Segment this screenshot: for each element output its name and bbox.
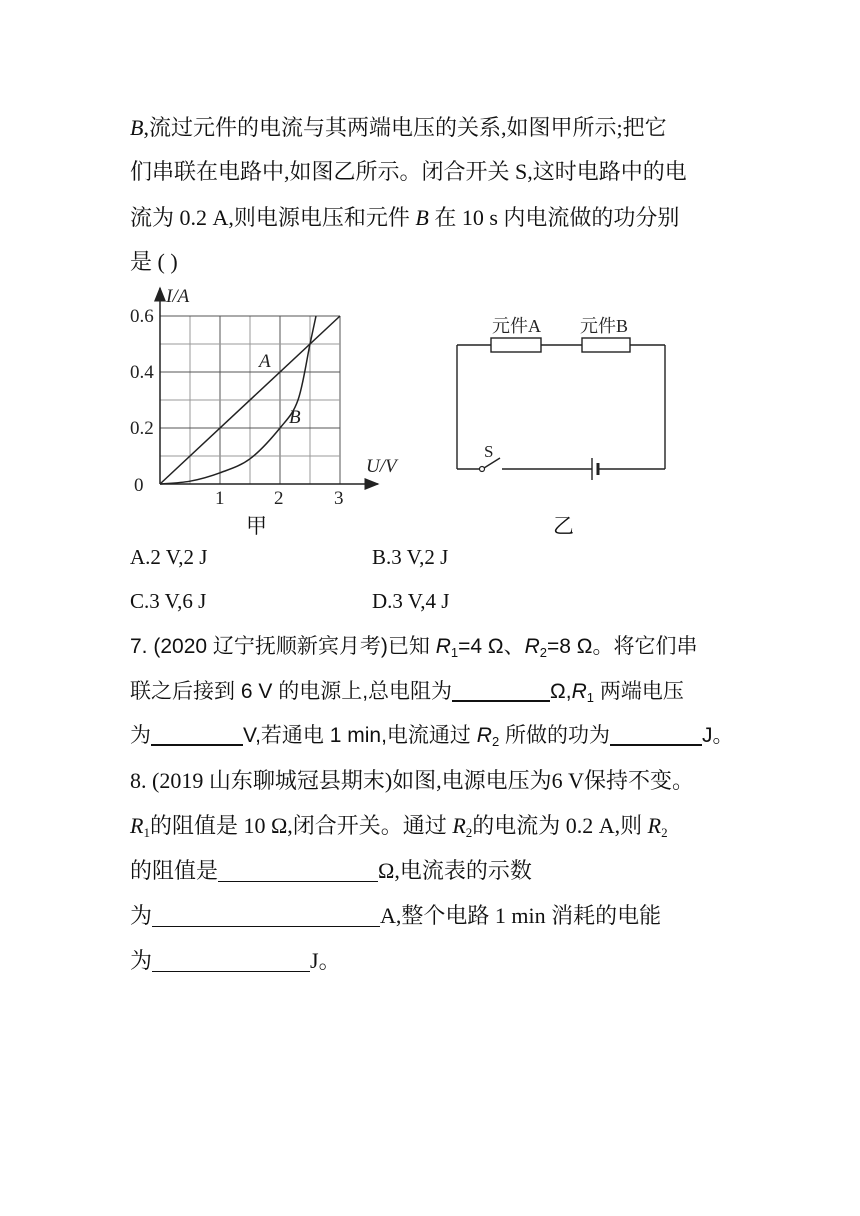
q7-voltage-blank[interactable] xyxy=(151,722,243,746)
curve-b-label: B xyxy=(289,407,301,428)
q8-line-1: 8. (2019 山东聊城冠县期末)如图,电源电压为6 V保持不变。 xyxy=(130,768,695,793)
q7-total-resistance-blank[interactable] xyxy=(452,678,550,702)
q8-line-5: 为 J。 xyxy=(130,948,341,973)
y-axis-label: I/A xyxy=(166,286,190,307)
q8-resistance-blank[interactable] xyxy=(218,859,378,882)
option-d: D.3 V,4 J xyxy=(372,589,450,613)
q6-line-2: 们串联在电路中,如图乙所示。闭合开关 S,这时电路中的电 xyxy=(130,159,687,184)
option-c: C.3 V,6 J xyxy=(130,589,207,613)
x-tick-1: 1 xyxy=(215,488,225,509)
y-tick-0-2: 0.2 xyxy=(130,418,154,439)
switch-pivot xyxy=(480,467,485,472)
q7-work-blank[interactable] xyxy=(610,722,702,746)
figure-jia-graph xyxy=(125,282,405,532)
q8-line-3: 的阻值是 Ω,电流表的示数 xyxy=(130,858,532,883)
figure-yi-circuit xyxy=(440,300,680,500)
q7-line-1: 7. (2020 辽宁抚顺新宾月考)已知 $R_1=4$ Ω、$R_2=8$ Ω。将它们串 xyxy=(130,635,698,660)
q8-line-4: 为 A,整个电路 1 min 消耗的电能 xyxy=(130,903,662,928)
element-a-resistor xyxy=(491,338,541,352)
q6-line-4: 是 ( ) xyxy=(130,249,178,274)
origin-label: 0 xyxy=(134,475,144,496)
q8-line-2: $R_1$的阻值是 10 Ω,闭合开关。通过 $R_2$的电流为 0.2 A,则 $R_2$ xyxy=(130,813,668,840)
y-tick-0-6: 0.6 xyxy=(130,306,154,327)
x-tick-2: 2 xyxy=(274,488,284,509)
q8-current-blank[interactable] xyxy=(152,904,380,927)
x-axis-label: U/V xyxy=(366,456,397,477)
element-b-resistor xyxy=(582,338,630,352)
x-tick-3: 3 xyxy=(334,488,344,509)
option-b: B.3 V,2 J xyxy=(372,545,449,569)
switch-label: S xyxy=(484,442,494,461)
figure-yi-caption: 乙 xyxy=(553,514,574,538)
figure-jia-caption: 甲 xyxy=(246,514,267,538)
y-tick-0-4: 0.4 xyxy=(130,362,154,383)
option-a: A.2 V,2 J xyxy=(130,545,208,569)
q7-line-3: 为 V,若通电 1 min,电流通过 $R_2$ 所做的功为 J。 xyxy=(130,724,734,749)
element-b-label: 元件B xyxy=(580,316,629,336)
q6-line-1: B,流过元件的电流与其两端电压的关系,如图甲所示;把它 xyxy=(130,115,667,140)
q8-energy-blank[interactable] xyxy=(152,949,310,972)
curve-a-label: A xyxy=(259,351,271,372)
element-a-label: 元件A xyxy=(492,316,541,336)
q7-line-2: 联之后接到 6 V 的电源上,总电阻为 $\Omega,R_1$ 两端电压 xyxy=(130,680,684,705)
q6-line-3: 流为 0.2 A,则电源电压和元件 B 在 10 s 内电流做的功分别 xyxy=(130,205,680,230)
